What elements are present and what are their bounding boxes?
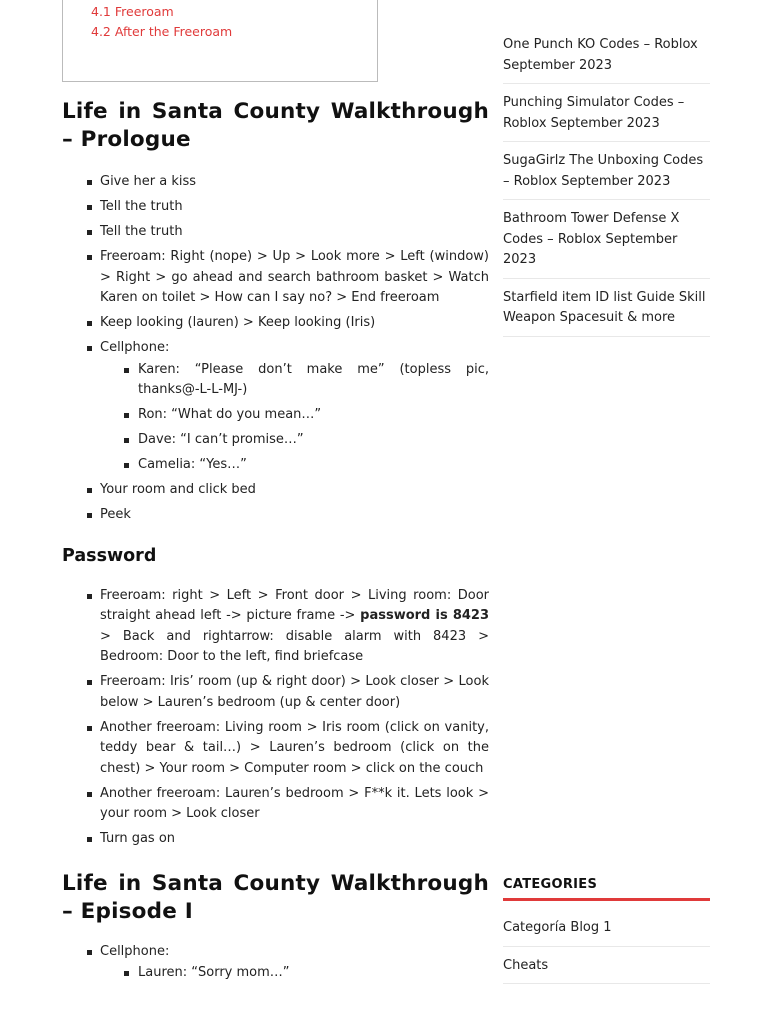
main-content xyxy=(62,0,489,988)
prologue-heading: Life in Santa County Walkthrough – Prologue xyxy=(62,99,489,152)
sidebar-link[interactable]: Punching Simulator Codes – Roblox September 2023 xyxy=(503,90,710,142)
list-item: Another freeroam: Living room > Iris room (click on vanity, teddy bear & tail…) > Lauren’s bedroom (click on the chest) > Your room > Computer room > click on the couch xyxy=(62,718,489,780)
list-item xyxy=(62,586,489,668)
list-item: Freeroam: Right (nope) > Up > Look more > Left (window) > Right > go ahead and search bathroom basket > Watch Karen on toilet > How can I say no? > End freeroam xyxy=(62,247,489,309)
categories-title: CATEGORIES xyxy=(503,877,710,901)
password-list xyxy=(62,586,489,850)
list-item: Peek xyxy=(62,505,489,526)
category-link[interactable]: Cheats xyxy=(503,953,710,985)
categories-list xyxy=(503,915,710,984)
cellphone-label: Cellphone: xyxy=(100,340,170,355)
sidebar-link[interactable]: One Punch KO Codes – Roblox September 2023 xyxy=(503,32,710,84)
sidebar-link[interactable]: Bathroom Tower Defense X Codes – Roblox September 2023 xyxy=(503,206,710,279)
cellphone-sublist xyxy=(100,963,489,984)
prologue-list xyxy=(62,172,489,526)
password-heading: Password xyxy=(62,545,157,566)
sidebar xyxy=(503,0,710,973)
recent-posts xyxy=(503,32,710,337)
sidebar-link[interactable]: Starfield item ID list Guide Skill Weapon Spacesuit & more xyxy=(503,285,710,337)
list-item: Camelia: “Yes…” xyxy=(100,455,489,476)
table-of-contents xyxy=(62,0,378,82)
list-item: Lauren: “Sorry mom…” xyxy=(100,963,489,984)
cellphone-label: Cellphone: xyxy=(100,943,170,959)
list-item: Another freeroam: Lauren’s bedroom > F**k it. Lets look > your room > Look closer xyxy=(62,784,489,825)
item-text: Freeroam: right > Left > Front door > Living room: Door straight ahead left -> picture frame -> xyxy=(100,587,489,623)
list-item: Freeroam: Iris’ room (up & right door) > Look closer > Look below > Lauren’s bedroom (up & center door) xyxy=(62,672,489,713)
cellphone-sublist xyxy=(100,360,489,476)
list-item xyxy=(62,942,489,984)
item-text: > Back and rightarrow: disable alarm with 8423 > Bedroom: Door to the left, find briefcase xyxy=(100,628,489,664)
list-item: Give her a kiss xyxy=(62,172,489,193)
list-item: Keep looking (lauren) > Keep looking (Iris) xyxy=(62,313,489,334)
episode1-heading: Life in Santa County Walkthrough – Episode I xyxy=(62,870,489,924)
list-item xyxy=(62,338,489,476)
toc-link-after-freeroam[interactable]: 4.2 After the Freeroam xyxy=(91,23,233,39)
episode1-list xyxy=(62,942,489,984)
list-item: Karen: “Please don’t make me” (topless pic, thanks@-L-L-MJ-) xyxy=(100,360,489,401)
password-highlight: password is 8423 xyxy=(360,608,490,623)
list-item: Tell the truth xyxy=(62,222,489,243)
category-link[interactable]: Categoría Blog 1 xyxy=(503,915,710,947)
list-item: Your room and click bed xyxy=(62,480,489,501)
list-item: Ron: “What do you mean…” xyxy=(100,405,489,426)
categories-widget xyxy=(503,877,710,990)
sidebar-link[interactable]: SugaGirlz The Unboxing Codes – Roblox September 2023 xyxy=(503,148,710,200)
list-item: Tell the truth xyxy=(62,197,489,218)
list-item: Turn gas on xyxy=(62,829,489,850)
list-item: Dave: “I can’t promise…” xyxy=(100,430,489,451)
toc-link-freeroam[interactable]: 4.1 Freeroam xyxy=(91,4,174,19)
